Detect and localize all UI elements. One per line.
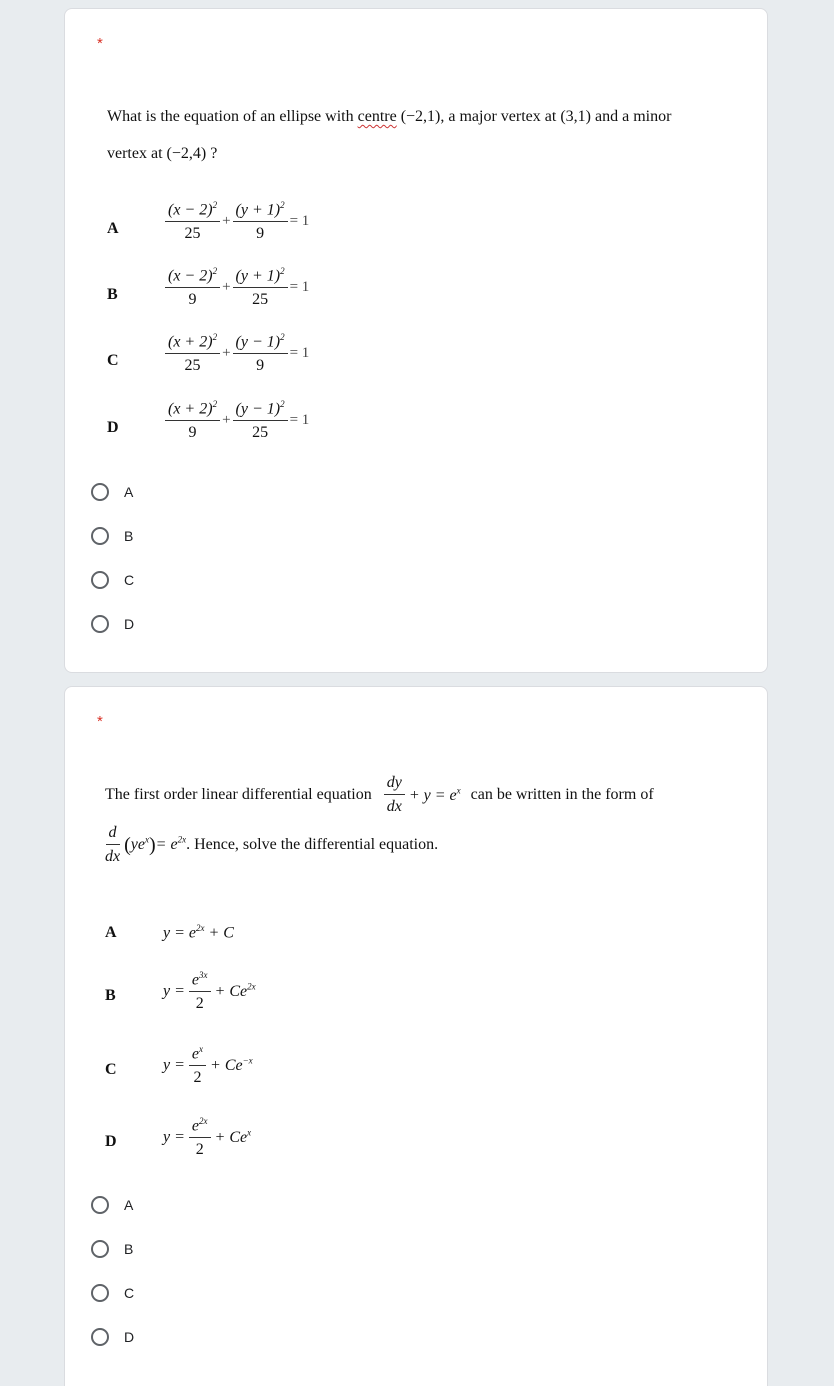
radio-option-d[interactable]: D [91,1324,134,1350]
radio-circle-icon[interactable] [91,527,109,545]
required-asterisk: * [97,713,103,730]
radio-circle-icon[interactable] [91,483,109,501]
radio-option-b[interactable]: B [91,523,133,549]
question-text-line-1: The first order linear differential equation $\frac{dy}{dx}$ + $y = e^x$ can be written in the form of [105,774,654,815]
radio-circle-icon[interactable] [91,571,109,589]
question-card-2: * The first order linear differential equation $\frac{dy}{dx}$ + $y = e^x$ can be written in the form of $\frac{d}{dx}$ $(ye^x)= e^{2x}$. Hence, solve the differential equation. A $y = e^{2x} + C$ B y = $\frac{e^{3x}}{2}$ + $Ce^{2x}$ C y = $\frac{e^x}{2}$ + $Ce^{-x}$ D y = $\frac{e^{2x}}{2}$ + $Ce^x$ A B C D [64,686,768,1386]
question-text-line-1: What is the equation of an ellipse with centre (−2,1), a major vertex at (3,1) and a minor [107,108,672,125]
radio-option-d[interactable]: D [91,611,134,637]
question-text-line-2: $\frac{d}{dx}$ $(ye^x)= e^{2x}$. Hence, solve the differential equation. [105,824,439,865]
question-card-1: * What is the equation of an ellipse with centre (−2,1), a major vertex at (3,1) and a minor vertex at (−2,4) ? A $\frac{(x - 2)^2}{25}$ + $\frac{(y + 1)^2}{9}$ = 1 B $\frac{(x - 2)^2}{9}$ + $\frac{(y + 1)^2}{25}$ = 1 C $\frac{(x + 2)^2}{25}$ + $\frac{(y - 1)^2}{9}$ = 1 D $\frac{(x + 2)^2}{9}$ + $\frac{(y - 1)^2}{25}$ = 1 A B C D [64,8,768,673]
question-text-line-2: vertex at (−2,4) ? [107,145,218,162]
required-asterisk: * [97,35,103,52]
radio-circle-icon[interactable] [91,1196,109,1214]
radio-circle-icon[interactable] [91,1284,109,1302]
radio-option-c[interactable]: C [91,567,134,593]
radio-option-b[interactable]: B [91,1236,133,1262]
radio-option-a[interactable]: A [91,1192,133,1218]
spellcheck-word: centre [357,108,397,125]
radio-circle-icon[interactable] [91,1328,109,1346]
radio-circle-icon[interactable] [91,615,109,633]
radio-option-c[interactable]: C [91,1280,134,1306]
radio-option-a[interactable]: A [91,479,133,505]
radio-circle-icon[interactable] [91,1240,109,1258]
